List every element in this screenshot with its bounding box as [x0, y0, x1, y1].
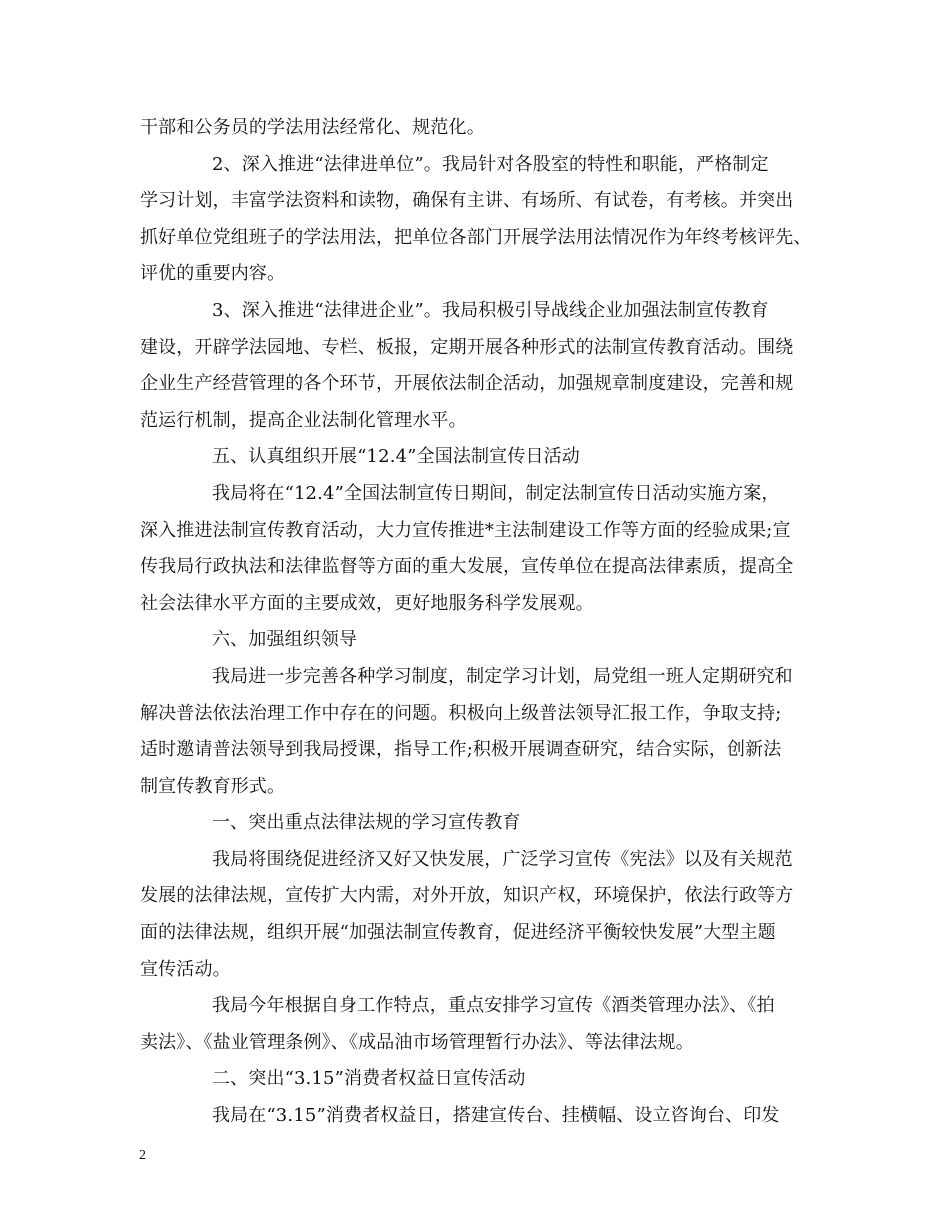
text-line: 我局将围绕促进经济又好又快发展，广泛学习宣传《宪法》以及有关规范: [212, 848, 793, 870]
text-line: 五、认真组织开展“12.4”全国法制宣传日活动: [212, 446, 580, 468]
text-line: 抓好单位党组班子的学法用法，把单位各部门开展学法用法情况作为年终考核评先、: [140, 226, 812, 248]
text-line: 传我局行政执法和法律监督等方面的重大发展，宣传单位在提高法律素质，提高全: [140, 556, 794, 578]
text-line: 发展的法律法规，宣传扩大内需，对外开放，知识产权，环境保护，依法行政等方: [140, 885, 794, 907]
text-line: 社会法律水平方面的主要成效，更好地服务科学发展观。: [140, 592, 594, 614]
text-line: 我局今年根据自身工作特点，重点安排学习宣传《酒类管理办法》、《拍: [212, 995, 775, 1017]
text-line: 干部和公务员的学法用法经常化、规范化。: [140, 117, 485, 138]
text-line: 学习计划，丰富学法资料和读物，确保有主讲、有场所、有试卷，有考核。并突出: [140, 190, 794, 212]
text-line: 六、加强组织领导: [212, 629, 358, 651]
text-line: 我局进一步完善各种学习制度，制定学习计划，局党组一班人定期研究和: [212, 665, 793, 687]
text-line: 面的法律法规，组织开展“加强法制宣传教育，促进经济平衡较快发展”大型主题: [140, 922, 776, 944]
text-line: 一、突出重点法律法规的学习宣传教育: [212, 812, 521, 834]
text-line: 我局将在“12.4”全国法制宣传日期间，制定法制宣传日活动实施方案，: [212, 482, 780, 504]
text-line: 卖法》、《盐业管理条例》、《成品油市场管理暂行办法》、等法律法规。: [140, 1031, 694, 1053]
text-line: 制宣传教育形式。: [140, 775, 286, 797]
text-line: 我局在“3.15”消费者权益日，搭建宣传台、挂横幅、设立咨询台、印发: [212, 1105, 780, 1127]
page-number: 2: [139, 1148, 146, 1163]
text-line: 建设，开辟学法园地、专栏、板报，定期开展各种形式的法制宣传教育活动。围绕: [140, 336, 794, 358]
text-line: 范运行机制，提高企业法制化管理水平。: [140, 409, 467, 431]
text-line: 企业生产经营管理的各个环节，开展依法制企活动，加强规章制度建设，完善和规: [140, 373, 794, 395]
text-line: 3、深入推进“法律进企业”。我局积极引导战线企业加强法制宣传教育: [212, 299, 769, 321]
document-body: [140, 110, 830, 1135]
text-line: 解决普法依法治理工作中存在的问题。积极向上级普法领导汇报工作，争取支持;: [140, 702, 782, 724]
text-line: 评优的重要内容。: [140, 263, 286, 285]
text-line: 适时邀请普法领导到我局授课，指导工作;积极开展调查研究，结合实际，创新法: [140, 739, 782, 761]
text-line: 二、突出“3.15”消费者权益日宣传活动: [212, 1068, 526, 1090]
text-line: 宣传活动。: [140, 958, 231, 980]
text-line: 深入推进法制宣传教育活动，大力宣传推进*主法制建设工作等方面的经验成果;宣: [140, 519, 791, 541]
text-line: 2、深入推进“法律进单位”。我局针对各股室的特性和职能，严格制定: [212, 153, 769, 175]
